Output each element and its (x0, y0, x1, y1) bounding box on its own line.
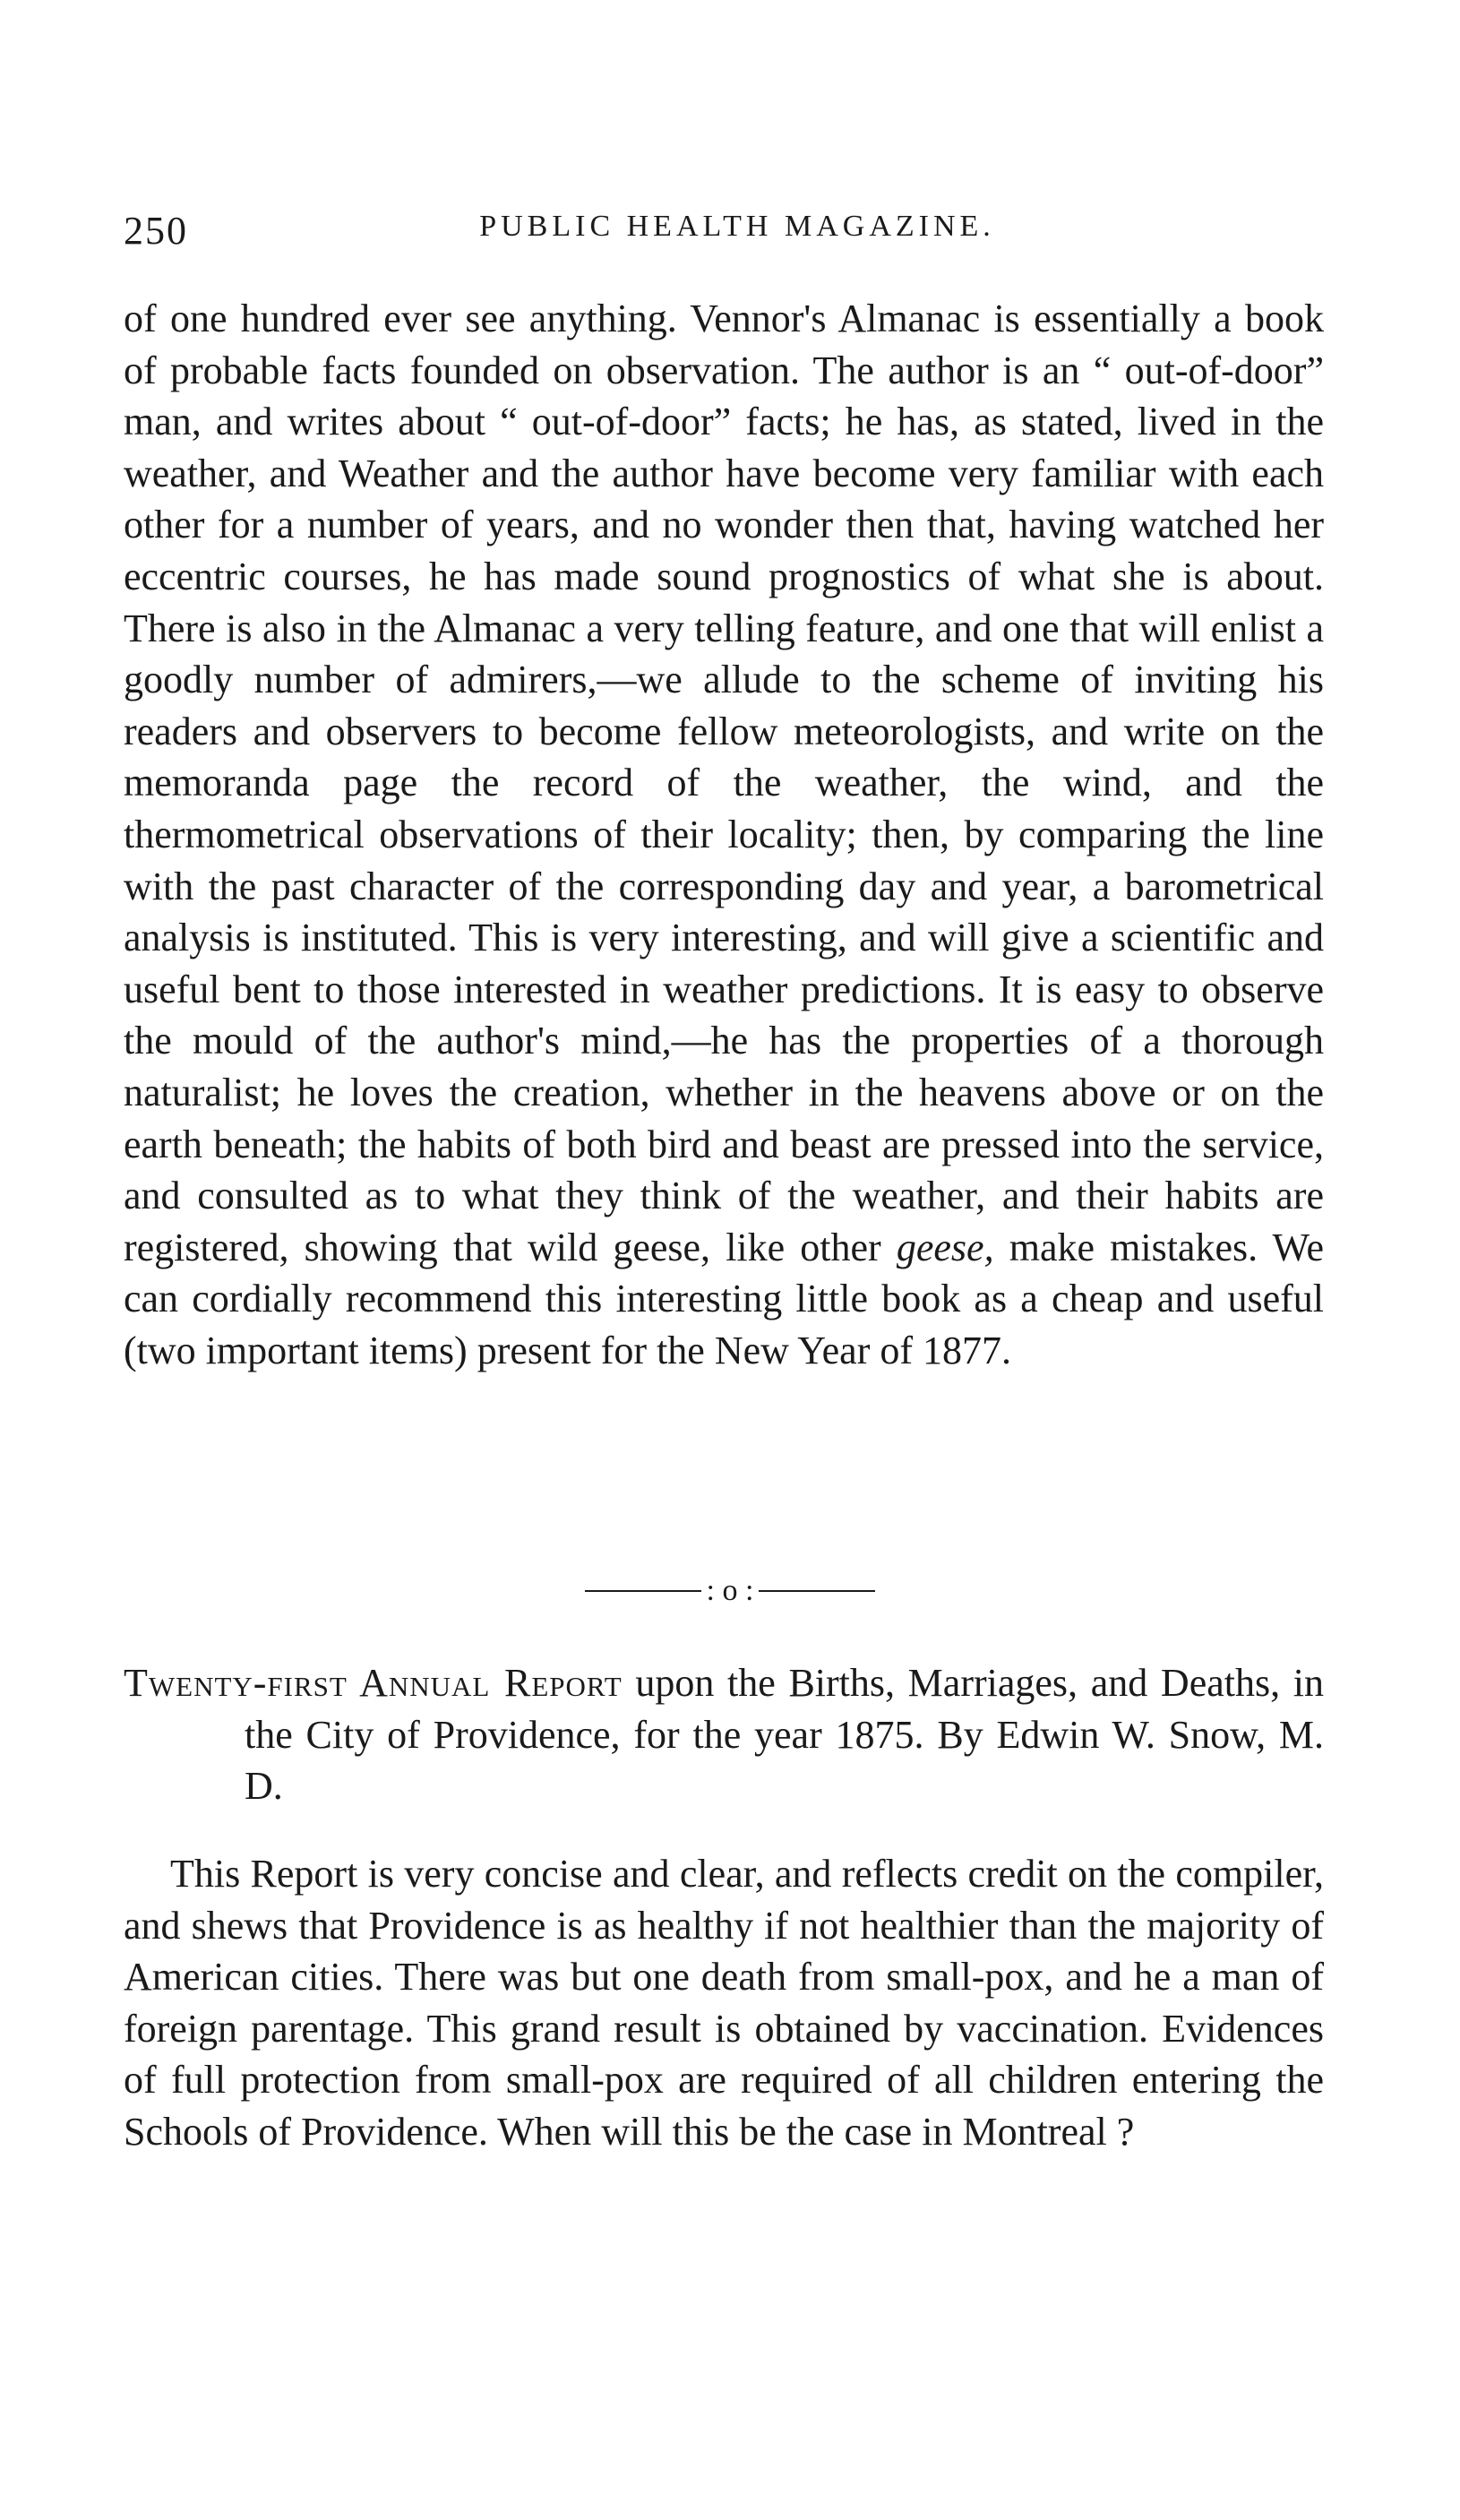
report-heading (124, 1657, 1324, 1812)
review-section (124, 293, 1324, 1376)
review-italic-word: geese, (896, 1225, 994, 1269)
divider-rule-right (759, 1590, 875, 1592)
review-text-part-2: make mistakes. We can cordially recommend this interesting little book as a cheap and useful (two important items) present for the New Year of 1877. (124, 1225, 1324, 1372)
report-heading-title: Twenty-first Annual Report (124, 1661, 623, 1705)
running-title: PUBLIC HEALTH MAGAZINE. (479, 210, 995, 243)
running-header (124, 208, 1351, 262)
section-divider (0, 1572, 1460, 1617)
page-number: 250 (124, 209, 188, 253)
report-body-paragraph: This Report is very concise and clear, and reflects credit on the compiler, and shews that Providence is as healthy if not healthier than the majority of American cities. There was but one death from small-pox, and he a man of foreign parentage. This grand result is obtained by vaccination. Evidences of full protection from small-pox are required of all children entering the Schools of Providence. When will this be the case in Montreal ? (124, 1852, 1324, 2154)
review-text-part-1: of one hundred ever see anything. Vennor's Almanac is essentially a book of probable facts founded on observation. The author is an “ out-of-door” man, and writes about “ out-of-door” facts; he has, as stated, lived in the weather, and Weather and the author have become very familiar with each other for a number of years, and no wonder then that, having watched her eccentric courses, he has made sound prognostics of what she is about. There is also in the Almanac a very telling feature, and one that will enlist a goodly number of admirers,—we allude to the scheme of inviting his readers and observers to become fellow meteorologists, and write on the memoranda page the record of the weather, the wind, and the thermometrical observations of their locality; then, by comparing the line with the past character of the corresponding day and year, a barometrical analysis is instituted. This is very interesting, and will give a scientific and useful bent to those interested in weather predictions. It is easy to observe the mould of the author's mind,—he has the properties of a thorough naturalist; he loves the creation, whether in the heavens above or on the earth beneath; the habits of both bird and beast are pressed into the service, and consulted as to what they think of the weather, and their habits are registered, showing that wild geese, like other (124, 297, 1324, 1269)
divider-rule-left (585, 1590, 701, 1592)
review-paragraph (124, 293, 1324, 1376)
report-heading-details: upon the Births, Marriages, and Deaths, in the City of Providence, for the year 1875. By Edwin W. Snow, M. D. (245, 1661, 1324, 1809)
divider-mark: : o : (706, 1574, 754, 1608)
